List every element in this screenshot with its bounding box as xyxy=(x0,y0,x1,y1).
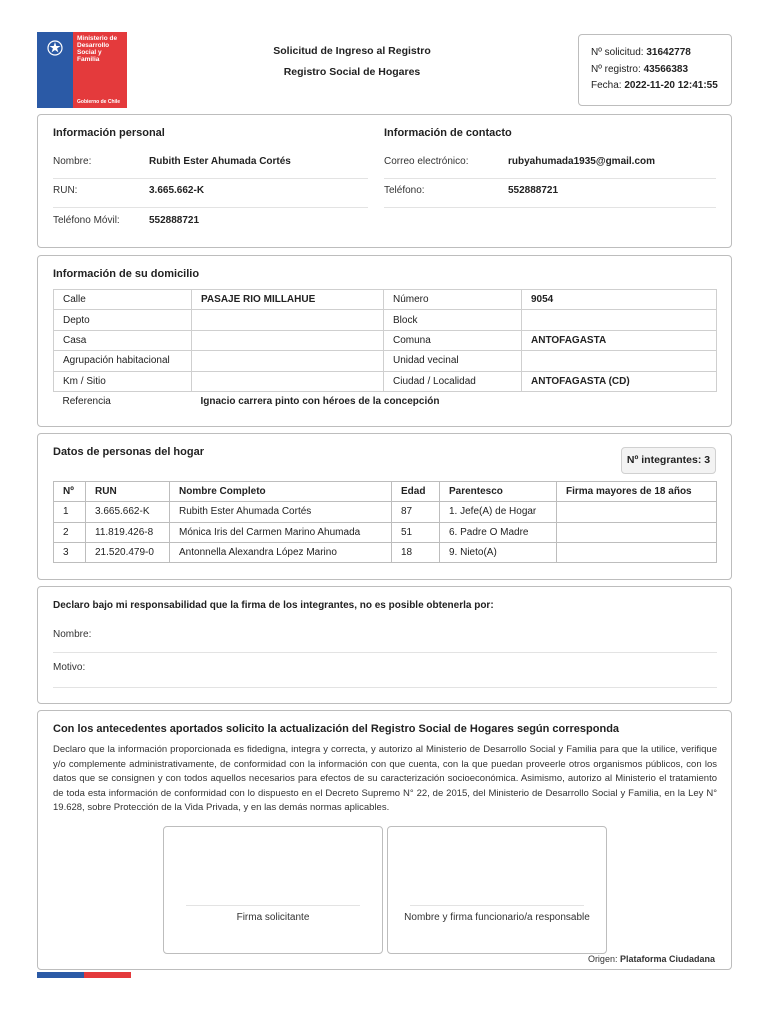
address-table xyxy=(53,289,717,412)
cell-parentesco: 9. Nieto(A) xyxy=(440,542,557,562)
ministry-line-4: Familia xyxy=(77,56,100,63)
numero-label: Número xyxy=(384,290,522,310)
ministry-logo xyxy=(37,32,127,108)
household-title: Datos de personas del hogar xyxy=(53,446,204,458)
col-nombre: Nombre Completo xyxy=(170,482,392,502)
signature-line xyxy=(410,905,584,906)
agrupacion-value xyxy=(192,351,384,371)
official-signature-box xyxy=(387,826,607,954)
calle-value: PASAJE RIO MILLAHUE xyxy=(192,290,384,310)
cell-firma xyxy=(557,502,717,522)
run-label: RUN: xyxy=(53,185,78,196)
movil-label: Teléfono Móvil: xyxy=(53,215,120,226)
table-row xyxy=(54,522,717,542)
ministry-name xyxy=(77,35,117,63)
cell-parentesco: 6. Padre O Madre xyxy=(440,522,557,542)
signature-declaration-title: Declaro bajo mi responsabilidad que la firma de los integrantes, no es posible obtenerla por: xyxy=(53,600,494,611)
run-value: 3.665.662-K xyxy=(149,185,205,196)
agrupacion-label: Agrupación habitacional xyxy=(54,351,192,371)
solicitud-label: Nº solicitud: xyxy=(591,47,644,58)
movil-value: 552888721 xyxy=(149,215,200,226)
cell-parentesco: 1. Jefe(A) de Hogar xyxy=(440,502,557,522)
cell-numero: 2 xyxy=(54,522,86,542)
cell-run: 21.520.479-0 xyxy=(86,542,170,562)
logo-blue-panel xyxy=(37,32,73,108)
cell-firma xyxy=(557,522,717,542)
address-row xyxy=(54,351,717,371)
decl-motivo-label: Motivo: xyxy=(53,662,86,673)
government-name: Gobierno de Chile xyxy=(77,99,121,105)
divider xyxy=(384,207,716,208)
casa-label: Casa xyxy=(54,330,192,350)
chile-crest-icon xyxy=(41,36,69,58)
divider xyxy=(53,207,368,208)
numero-value: 9054 xyxy=(522,290,717,310)
col-edad: Edad xyxy=(392,482,440,502)
address-row-referencia xyxy=(54,391,717,411)
fecha-label: Fecha: xyxy=(591,80,622,91)
table-header-row xyxy=(54,482,717,502)
divider xyxy=(53,178,368,179)
divider xyxy=(384,178,716,179)
personal-contact-card xyxy=(37,114,732,248)
table-row xyxy=(54,502,717,522)
comuna-label: Comuna xyxy=(384,330,522,350)
cell-nombre: Rubith Ester Ahumada Cortés xyxy=(170,502,392,522)
origin-label: Origen: xyxy=(587,954,618,964)
declaration-title: Con los antecedentes aportados solicito la actualización del Registro Social de Hogares según corresponda xyxy=(53,723,620,735)
cell-nombre: Antonnella Alexandra López Marino xyxy=(170,542,392,562)
telefono-label: Teléfono: xyxy=(384,185,425,196)
official-signature-caption: Nombre y firma funcionario/a responsable xyxy=(404,912,590,923)
ministry-line-3: Social y xyxy=(77,49,102,56)
cell-run: 11.819.426-8 xyxy=(86,522,170,542)
ciudad-label: Ciudad / Localidad xyxy=(384,371,522,391)
calle-label: Calle xyxy=(54,290,192,310)
document-title: Solicitud de Ingreso al Registro xyxy=(273,45,431,57)
address-title: Información de su domicilio xyxy=(53,268,200,280)
casa-value xyxy=(192,330,384,350)
address-row xyxy=(54,330,717,350)
decl-nombre-label: Nombre: xyxy=(53,629,92,640)
household-card xyxy=(37,433,732,580)
col-numero: Nº xyxy=(54,482,86,502)
table-row xyxy=(54,542,717,562)
cell-edad: 18 xyxy=(392,542,440,562)
unidad-vecinal-value xyxy=(522,351,717,371)
document-subtitle: Registro Social de Hogares xyxy=(283,66,421,78)
divider xyxy=(53,652,717,653)
unidad-vecinal-label: Unidad vecinal xyxy=(384,351,522,371)
cell-numero: 1 xyxy=(54,502,86,522)
origin-note xyxy=(588,954,715,964)
fecha-value: 2022-11-20 12:41:55 xyxy=(624,80,718,91)
nombre-value: Rubith Ester Ahumada Cortés xyxy=(149,156,291,167)
brand-bar-red xyxy=(84,972,131,978)
referencia-value: Ignacio carrera pinto con héroes de la concepción xyxy=(200,396,440,408)
household-table xyxy=(53,481,717,563)
cell-firma xyxy=(557,542,717,562)
col-parentesco: Parentesco xyxy=(440,482,557,502)
request-date xyxy=(591,78,731,95)
divider xyxy=(53,687,717,688)
solicitud-number xyxy=(591,45,731,62)
col-firma: Firma mayores de 18 años xyxy=(557,482,717,502)
request-meta-box xyxy=(578,34,732,106)
cell-run: 3.665.662-K xyxy=(86,502,170,522)
personal-info-title: Información personal xyxy=(53,127,165,139)
ministry-line-2: Desarrollo xyxy=(77,42,110,49)
comuna-value: ANTOFAGASTA xyxy=(522,330,717,350)
km-sitio-value xyxy=(192,371,384,391)
address-row xyxy=(54,290,717,310)
registro-number xyxy=(591,62,731,79)
ministry-line-1: Ministerio de xyxy=(77,35,118,42)
km-sitio-label: Km / Sitio xyxy=(54,371,192,391)
applicant-signature-box xyxy=(163,826,383,954)
declaration-text: Declaro que la información proporcionada es fidedigna, integra y correcta, y autorizo al Ministerio de Desarrollo Social y Familia para que la utilice, verifique y/o complemente administrativamente, de conformidad con la información con que cuenta, con la que puedan proveerle otros organismos públicos, con los datos que se consignen y con todos aquellos necesarios para efectos de su caracterización socioeconómica. Asimismo, autorizo al Ministerio el tratamiento de toda esta información de conformidad con lo dispuesto en el Decreto Supremo N° 22, de 2015, del Ministerio de Desarrollo Social y Familia, en la Ley N° 19.628, sobre Protección de la Vida Privada, y en las demás normas aplicables. xyxy=(53,744,717,814)
cell-edad: 87 xyxy=(392,502,440,522)
cell-nombre: Mónica Iris del Carmen Marino Ahumada xyxy=(170,522,392,542)
depto-label: Depto xyxy=(54,310,192,330)
declaration-card xyxy=(37,710,732,970)
registro-value: 43566383 xyxy=(643,63,689,75)
logo-red-panel xyxy=(73,32,127,108)
signature-declaration-card xyxy=(37,586,732,704)
ciudad-value: ANTOFAGASTA (CD) xyxy=(522,371,717,391)
correo-label: Correo electrónico: xyxy=(384,156,469,167)
depto-value xyxy=(192,310,384,330)
brand-color-bar xyxy=(37,972,131,978)
nombre-label: Nombre: xyxy=(53,156,92,167)
col-run: RUN xyxy=(86,482,170,502)
integrantes-badge: Nº integrantes: 3 xyxy=(621,447,716,474)
telefono-value: 552888721 xyxy=(508,185,559,196)
registro-label: Nº registro: xyxy=(591,63,641,75)
correo-value: rubyahumada1935@gmail.com xyxy=(508,156,656,167)
address-row xyxy=(54,371,717,391)
cell-edad: 51 xyxy=(392,522,440,542)
origin-value: Plataforma Ciudadana xyxy=(619,954,715,964)
address-card xyxy=(37,255,732,427)
address-row xyxy=(54,310,717,330)
contact-info-title: Información de contacto xyxy=(384,127,512,139)
cell-numero: 3 xyxy=(54,542,86,562)
solicitud-value: 31642778 xyxy=(646,47,691,58)
applicant-signature-caption: Firma solicitante xyxy=(236,912,310,923)
signature-line xyxy=(186,905,360,906)
block-value xyxy=(522,310,717,330)
referencia-label: Referencia xyxy=(62,396,111,408)
block-label: Block xyxy=(384,310,522,330)
brand-bar-blue xyxy=(37,972,84,978)
